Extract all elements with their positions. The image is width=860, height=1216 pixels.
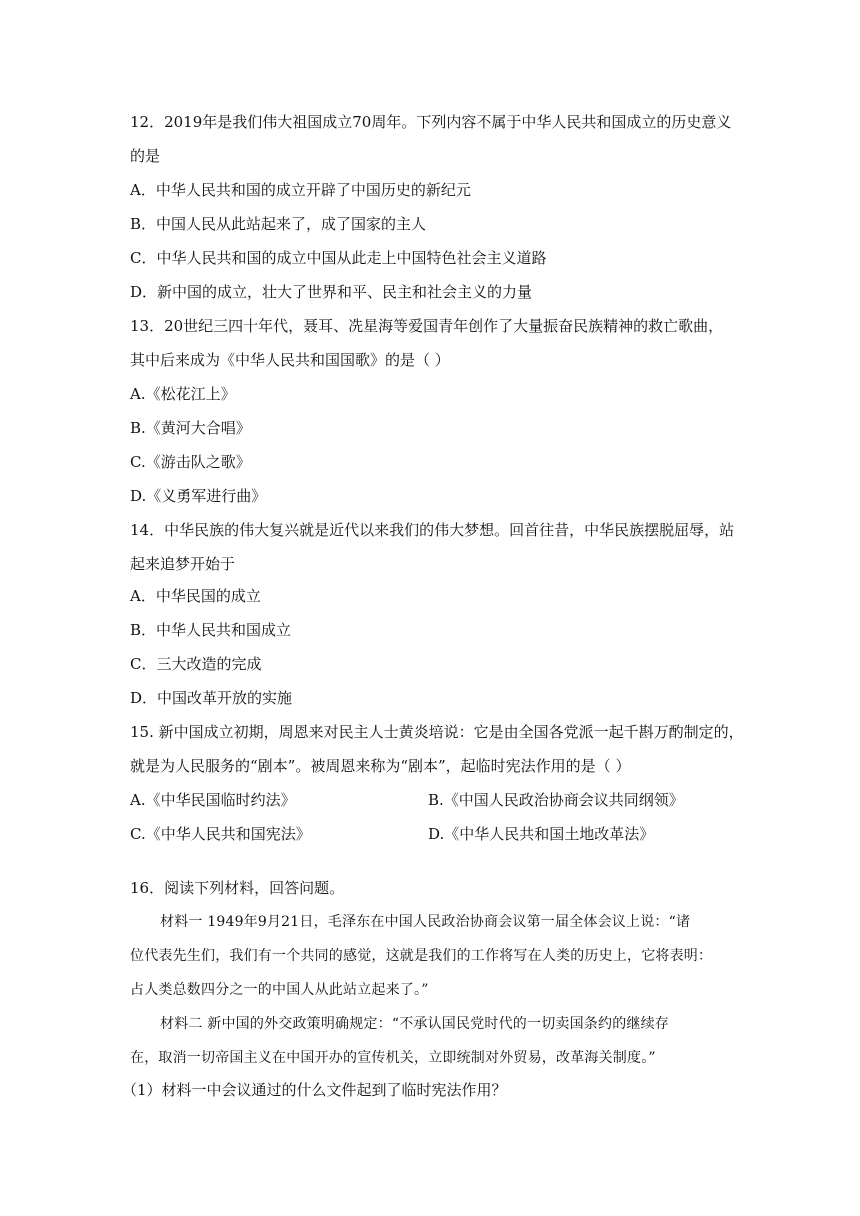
q14-option-b: B．中华人民共和国成立 bbox=[130, 621, 292, 639]
q13-stem-line1: 13．20世纪三四十年代，聂耳、冼星海等爱国青年创作了大量振奋民族精神的救亡歌曲， bbox=[130, 317, 724, 335]
q12-stem-line1: 12．2019年是我们伟大祖国成立70周年。下列内容不属于中华人民共和国成立的历史意义 bbox=[130, 113, 732, 131]
q16-subquestion-1: （1）材料一中会议通过的什么文件起到了临时宪法作用？ bbox=[122, 1081, 507, 1099]
q15-option-d: D.《中华人民共和国土地改革法》 bbox=[428, 825, 655, 843]
q12-option-c: C．中华人民共和国的成立中国从此走上中国特色社会主义道路 bbox=[130, 249, 547, 267]
q12-option-d: D．新中国的成立，壮大了世界和平、民主和社会主义的力量 bbox=[130, 283, 533, 301]
q15-stem-line2: 就是为人民服务的“剧本”。被周恩来称为“剧本”，起临时宪法作用的是（ ） bbox=[130, 757, 631, 775]
q15-option-b: B.《中国人民政治协商会议共同纲领》 bbox=[428, 791, 684, 809]
q16-material1-line1: 材料一 1949年9月21日，毛泽东在中国人民政治协商会议第一届全体会议上说：“诸 bbox=[160, 914, 691, 930]
q14-stem-line1: 14．中华民族的伟大复兴就是近代以来我们的伟大梦想。回首往昔，中华民族摆脱屈辱，站 bbox=[130, 521, 735, 539]
q16-material1-line2: 位代表先生们，我们有一个共同的感觉，这就是我们的工作将写在人类的历史上，它将表明： bbox=[130, 948, 713, 964]
q14-option-a: A．中华民国的成立 bbox=[130, 587, 261, 605]
q16-stem: 16．阅读下列材料，回答问题。 bbox=[130, 879, 345, 897]
q15-option-c: C.《中华人民共和国宪法》 bbox=[130, 825, 311, 843]
q13-option-b: B.《黄河大合唱》 bbox=[130, 419, 251, 437]
q15-stem-line1: 15. 新中国成立初期，周恩来对民主人士黄炎培说：它是由全国各党派一起千斟万酌制定的， bbox=[130, 723, 744, 741]
q14-stem-line2: 起来追梦开始于 bbox=[130, 555, 236, 573]
q14-option-d: D．中国改革开放的实施 bbox=[130, 689, 293, 707]
q16-material1-line3: 占人类总数四分之一的中国人从此站立起来了。” bbox=[130, 982, 429, 998]
q13-option-d: D.《义勇军进行曲》 bbox=[130, 487, 267, 505]
q15-option-a: A.《中华民国临时约法》 bbox=[130, 791, 296, 809]
q12-stem-line2: 的是 bbox=[130, 147, 161, 165]
q13-stem-line2: 其中后来成为《中华人民共和国国歌》的是（ ） bbox=[130, 351, 450, 369]
q16-material2-line1: 材料二 新中国的外交政策明确规定：“不承认国民党时代的一切卖国条约的继续存 bbox=[160, 1016, 670, 1032]
q12-option-a: A．中华人民共和国的成立开辟了中国历史的新纪元 bbox=[130, 181, 471, 199]
q13-option-a: A.《松花江上》 bbox=[130, 385, 236, 403]
q14-option-c: C．三大改造的完成 bbox=[130, 655, 262, 673]
q13-option-c: C.《游击队之歌》 bbox=[130, 453, 251, 471]
q12-option-b: B．中国人民从此站起来了，成了国家的主人 bbox=[130, 215, 427, 233]
q16-material2-line2: 在，取消一切帝国主义在中国开办的宣传机关，立即统制对外贸易，改革海关制度。” bbox=[130, 1050, 656, 1066]
